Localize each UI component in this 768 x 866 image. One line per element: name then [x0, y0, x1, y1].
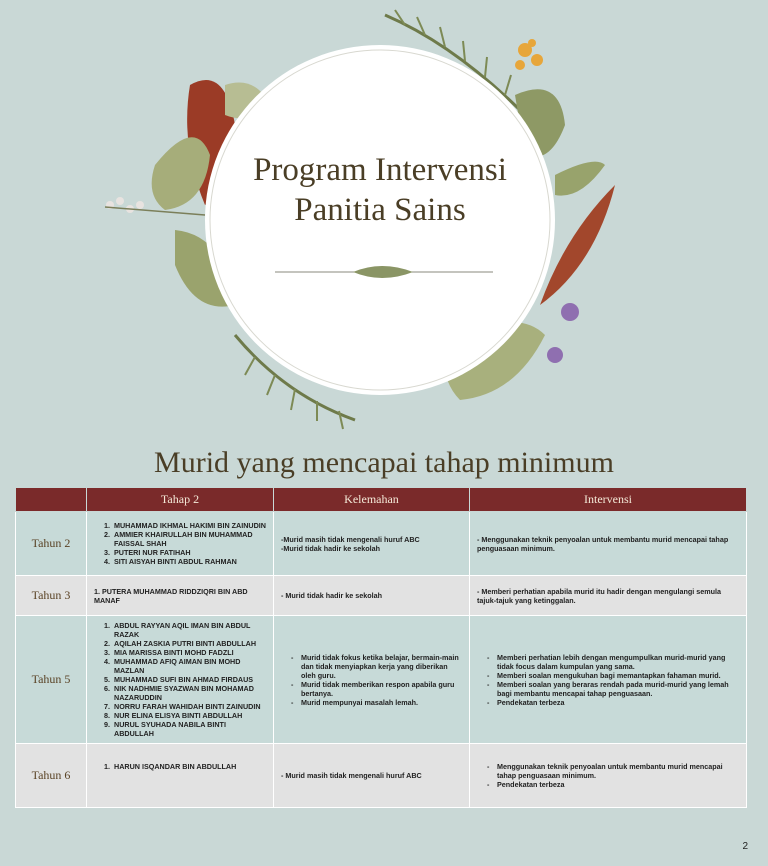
row-label: Tahun 6 — [16, 744, 87, 808]
student-name: 1. ABDUL RAYYAN AQIL IMAN BIN ABDUL RAZAK — [112, 621, 266, 639]
intervention-cell — [470, 616, 747, 744]
intervention-text: - Memberi perhatian apabila murid itu hadir dengan mengulangi semula tajuk-tajuk yang ketinggalan. — [477, 586, 722, 605]
student-name: 6. NIK NADHMIE SYAZWAN BIN MOHAMAD NAZARUDDIN — [112, 684, 266, 702]
table-row — [16, 616, 747, 744]
intervention-text: - Menggunakan teknik penyoalan untuk membantu murid mencapai tahap penguasaan minimum. — [487, 762, 739, 780]
table-row — [16, 576, 747, 616]
student-name: 1. HARUN ISQANDAR BIN ABDULLAH — [112, 762, 266, 771]
student-name: 1. MUHAMMAD IKHMAL HAKIMI BIN ZAINUDIN — [112, 521, 266, 530]
header-tahap: Tahap 2 — [87, 488, 274, 512]
student-name: 3. PUTERI NUR FATIHAH — [112, 548, 266, 557]
intervention-text: - Pendekatan terbeza — [487, 698, 739, 707]
students-cell — [87, 616, 274, 744]
weakness-text: - Murid tidak memberikan respon apabila guru bertanya. — [291, 680, 462, 698]
table-row — [16, 512, 747, 576]
intervention-text: - Memberi soalan mengukuhan bagi memantapkan fahaman murid. — [487, 671, 739, 680]
intervention-text: - Pendekatan terbeza — [487, 780, 739, 789]
student-name: 8. NUR ELINA ELISYA BINTI ABDULLAH — [112, 711, 266, 720]
title-line-1: Program Intervensi — [253, 152, 507, 188]
weakness-text: - Murid masih tidak mengenali huruf ABC — [281, 771, 422, 780]
intervention-cell — [470, 576, 747, 616]
row-label: Tahun 2 — [16, 512, 87, 576]
row-label: Tahun 3 — [16, 576, 87, 616]
student-name: 9. NURUL SYUHADA NABILA BINTI ABDULLAH — [112, 720, 266, 738]
weakness-text: -Murid tidak hadir ke sekolah — [281, 543, 381, 553]
student-name: 5. MUHAMMAD SUFI BIN AHMAD FIRDAUS — [112, 675, 266, 684]
intervention-cell — [470, 512, 747, 576]
student-name: 7. NORRU FARAH WAHIDAH BINTI ZAINUDIN — [112, 702, 266, 711]
students-cell — [87, 576, 274, 616]
students-cell — [87, 744, 274, 808]
intervention-text: - Menggunakan teknik penyoalan untuk membantu murid mencapai tahap penguasaan minimum. — [477, 534, 729, 553]
row-label: Tahun 5 — [16, 616, 87, 744]
students-cell — [87, 512, 274, 576]
intervention-text: - Memberi perhatian lebih dengan mengumpulkan murid-murid yang tidak focus dalam kumpulan yang sama. — [487, 653, 739, 671]
student-name: 2. AQILAH ZASKIA PUTRI BINTI ABDULLAH — [112, 639, 266, 648]
weakness-cell — [274, 744, 470, 808]
table-heading: Murid yang mencapai tahap minimum — [154, 446, 614, 479]
header-blank — [16, 488, 87, 512]
student-name: 4. SITI AISYAH BINTI ABDUL RAHMAN — [112, 557, 266, 566]
intervention-cell — [470, 744, 747, 808]
title-line-2: Panitia Sains — [294, 192, 466, 228]
table-header-row — [16, 488, 747, 512]
weakness-text: -Murid masih tidak mengenali huruf ABC — [281, 534, 420, 544]
student-name: 4. MUHAMMAD AFIQ AIMAN BIN MOHD MAZLAN — [112, 657, 266, 675]
page-number: 2 — [742, 841, 748, 852]
weakness-text: - Murid tidak fokus ketika belajar, bermain-main dan tidak menyiapkan kerja yang diberikan oleh guru. — [291, 653, 462, 680]
student-name: 1. PUTERA MUHAMMAD RIDDZIQRI BIN ABD MANAF — [94, 586, 248, 605]
weakness-cell — [274, 576, 470, 616]
weakness-text: - Murid tidak hadir ke sekolah — [281, 591, 383, 600]
header-kelemahan: Kelemahan — [274, 488, 470, 512]
weakness-text: - Murid mempunyai masalah lemah. — [291, 698, 462, 707]
student-name: 2. AMMIER KHAIRULLAH BIN MUHAMMAD FAISSAL SHAH — [112, 530, 266, 548]
header-intervensi: Intervensi — [470, 488, 747, 512]
student-name: 3. MIA MARISSA BINTI MOHD FADZLI — [112, 648, 266, 657]
title-block — [220, 150, 540, 230]
table-row — [16, 744, 747, 808]
intervention-table — [15, 487, 747, 808]
intervention-text: - Memberi soalan yang beraras rendah pada murid-murid yang lemah bagi membantu mencapai tahap penguasaan. — [487, 680, 739, 698]
weakness-cell — [274, 512, 470, 576]
weakness-cell — [274, 616, 470, 744]
